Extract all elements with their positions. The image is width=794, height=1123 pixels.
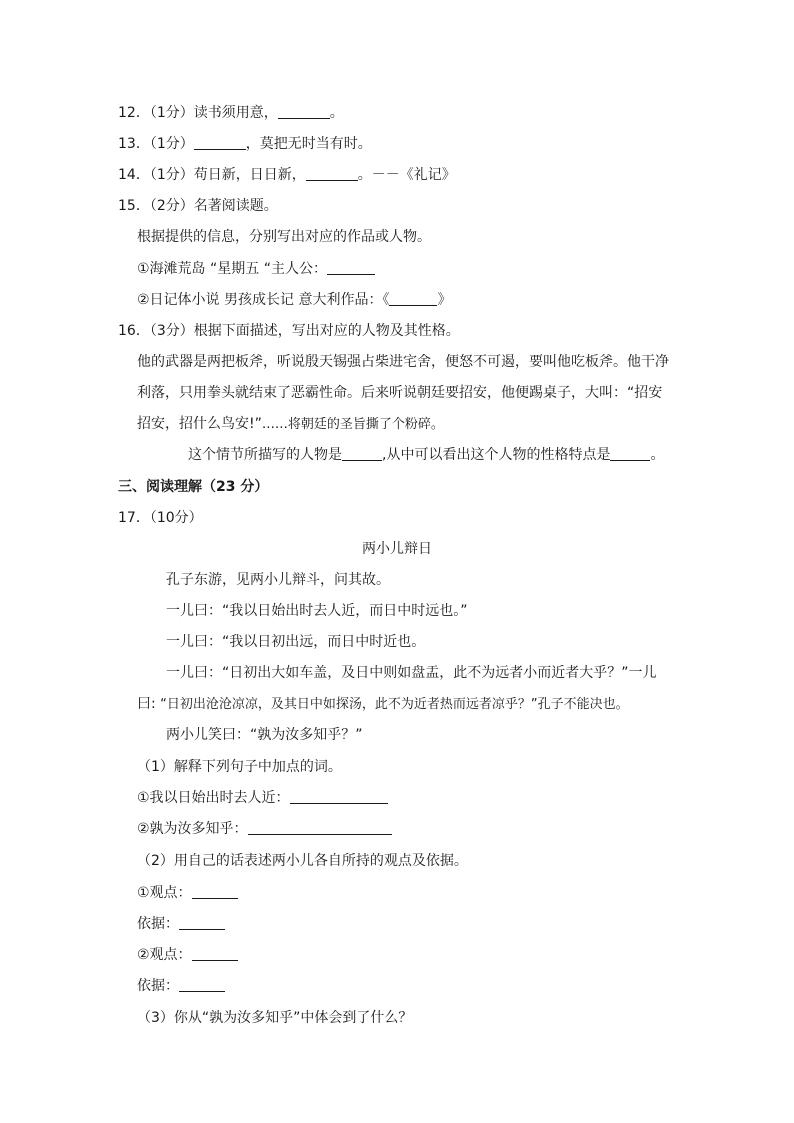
q16-answer-text-a: 这个情节所描写的人物是 <box>188 447 342 463</box>
question-text: 根据下面描述，写出对应的人物及其性格。 <box>193 323 460 339</box>
basis-label: 依据： <box>137 916 179 932</box>
question-17 <box>118 508 203 528</box>
question-16 <box>118 321 460 341</box>
q15-item-2-close: 》 <box>437 292 452 308</box>
sub-question-1: （1）解释下列句子中加点的词。 <box>137 759 342 775</box>
answer-blank[interactable] <box>192 946 238 961</box>
q16-answer-line <box>188 445 664 465</box>
question-text: ，莫把无时当有时。 <box>245 136 372 152</box>
question-number: 14． <box>118 167 150 183</box>
q15-item-2-text: ②日记体小说 男孩成长记 意大利作品：《 <box>137 292 390 308</box>
answer-blank[interactable] <box>327 260 375 275</box>
question-score: （1分） <box>149 136 194 152</box>
passage-line-3: 一儿曰：“我以日初出远，而日中时近也。 <box>166 634 426 650</box>
question-15 <box>118 196 278 216</box>
question-number: 17． <box>118 510 150 526</box>
sub-question-1b <box>137 819 392 839</box>
basis-label: 依据： <box>137 978 179 994</box>
sub-question-2d <box>137 976 225 996</box>
question-text-end: 。 <box>329 105 344 121</box>
q16-passage-line-3 <box>137 414 444 434</box>
answer-blank[interactable] <box>610 446 650 461</box>
question-score: （1分） <box>149 105 194 121</box>
question-text-end: 。－－《礼记》 <box>357 167 456 183</box>
question-12 <box>118 103 344 123</box>
viewpoint-label: ②观点： <box>137 947 192 963</box>
sub-question-2: （2）用自己的话表述两小儿各自所持的观点及依据。 <box>137 853 468 869</box>
passage-line-1: 孔子东游，见两小儿辩斗，问其故。 <box>166 572 390 588</box>
sub-question-1a <box>137 788 388 808</box>
question-number: 13． <box>118 136 150 152</box>
question-13 <box>118 134 372 154</box>
answer-blank[interactable] <box>342 446 382 461</box>
answer-blank[interactable] <box>248 820 392 835</box>
answer-blank[interactable] <box>194 135 246 150</box>
passage-line-2: 一儿曰：“我以日始出时去人近，而日中时远也。” <box>166 603 468 619</box>
question-text: 读书须用意， <box>193 105 278 121</box>
q16-passage-line-3a: 招安，招什么鸟安!” <box>137 416 262 432</box>
question-number: 15． <box>118 198 150 214</box>
question-text: 苟日新，日日新， <box>193 167 306 183</box>
sub-question-3: （3）你从“孰为汝多知乎”中体会到了什么？ <box>137 1010 413 1026</box>
question-score: （10分） <box>149 510 203 526</box>
passage-line-6: 两小儿笑曰：“孰为汝多知乎？” <box>166 727 363 743</box>
q16-answer-text-c: 。 <box>650 447 665 463</box>
question-number: 12． <box>118 105 150 121</box>
question-14 <box>118 165 456 185</box>
q15-item-1 <box>137 259 375 279</box>
answer-blank[interactable] <box>290 789 388 804</box>
answer-blank[interactable] <box>389 291 437 306</box>
sub-question-2b <box>137 914 225 934</box>
q15-instruction: 根据提供的信息，分别写出对应的作品或人物。 <box>137 229 431 245</box>
sub-question-1a-text: ①我以日始出时去人近： <box>137 790 290 806</box>
question-score: （3分） <box>149 323 194 339</box>
sub-question-2c <box>137 945 238 965</box>
q16-passage-line-3b: ……将朝廷的圣旨撕了个粉碎。 <box>261 417 444 432</box>
answer-blank[interactable] <box>179 977 225 992</box>
question-score: （1分） <box>149 167 194 183</box>
question-score: （2分） <box>149 198 194 214</box>
passage-line-5 <box>137 694 629 714</box>
q15-item-2 <box>137 290 451 310</box>
question-text: 名著阅读题。 <box>193 198 278 214</box>
question-number: 16． <box>118 323 150 339</box>
q16-answer-text-b: ,从中可以看出这个人物的性格特点是 <box>382 447 611 463</box>
q15-item-1-text: ①海滩荒岛 “星期五 “主人公： <box>137 261 327 277</box>
passage-line-4: 一儿曰：“日初出大如车盖，及日中则如盘盂，此不为远者小而近者大乎？”一儿 <box>166 665 657 681</box>
q16-passage-line-1: 他的武器是两把板斧，听说殷天锡强占柴进宅舍，便怒不可遏，要叫他吃板斧。他干净 <box>137 354 669 370</box>
passage-line-5b: “日初出沧沧凉凉，及其日中如探汤，此不为近者热而远者凉乎？”孔子不能决也。 <box>160 697 629 712</box>
sub-question-1b-text: ②孰为汝多知乎： <box>137 821 248 837</box>
passage-title: 两小儿辩日 <box>362 541 432 557</box>
sub-question-2a <box>137 883 238 903</box>
section-heading: 三、阅读理解（23 分） <box>118 479 269 495</box>
answer-blank[interactable] <box>179 915 225 930</box>
answer-blank[interactable] <box>306 166 358 181</box>
answer-blank[interactable] <box>278 104 330 119</box>
viewpoint-label: ①观点： <box>137 885 192 901</box>
answer-blank[interactable] <box>192 884 238 899</box>
q16-passage-line-2: 利落，只用拳头就结束了恶霸性命。后来听说朝廷要招安，他便踢桌子，大叫：“招安 <box>137 385 663 401</box>
passage-line-5a: 曰: <box>137 696 161 712</box>
